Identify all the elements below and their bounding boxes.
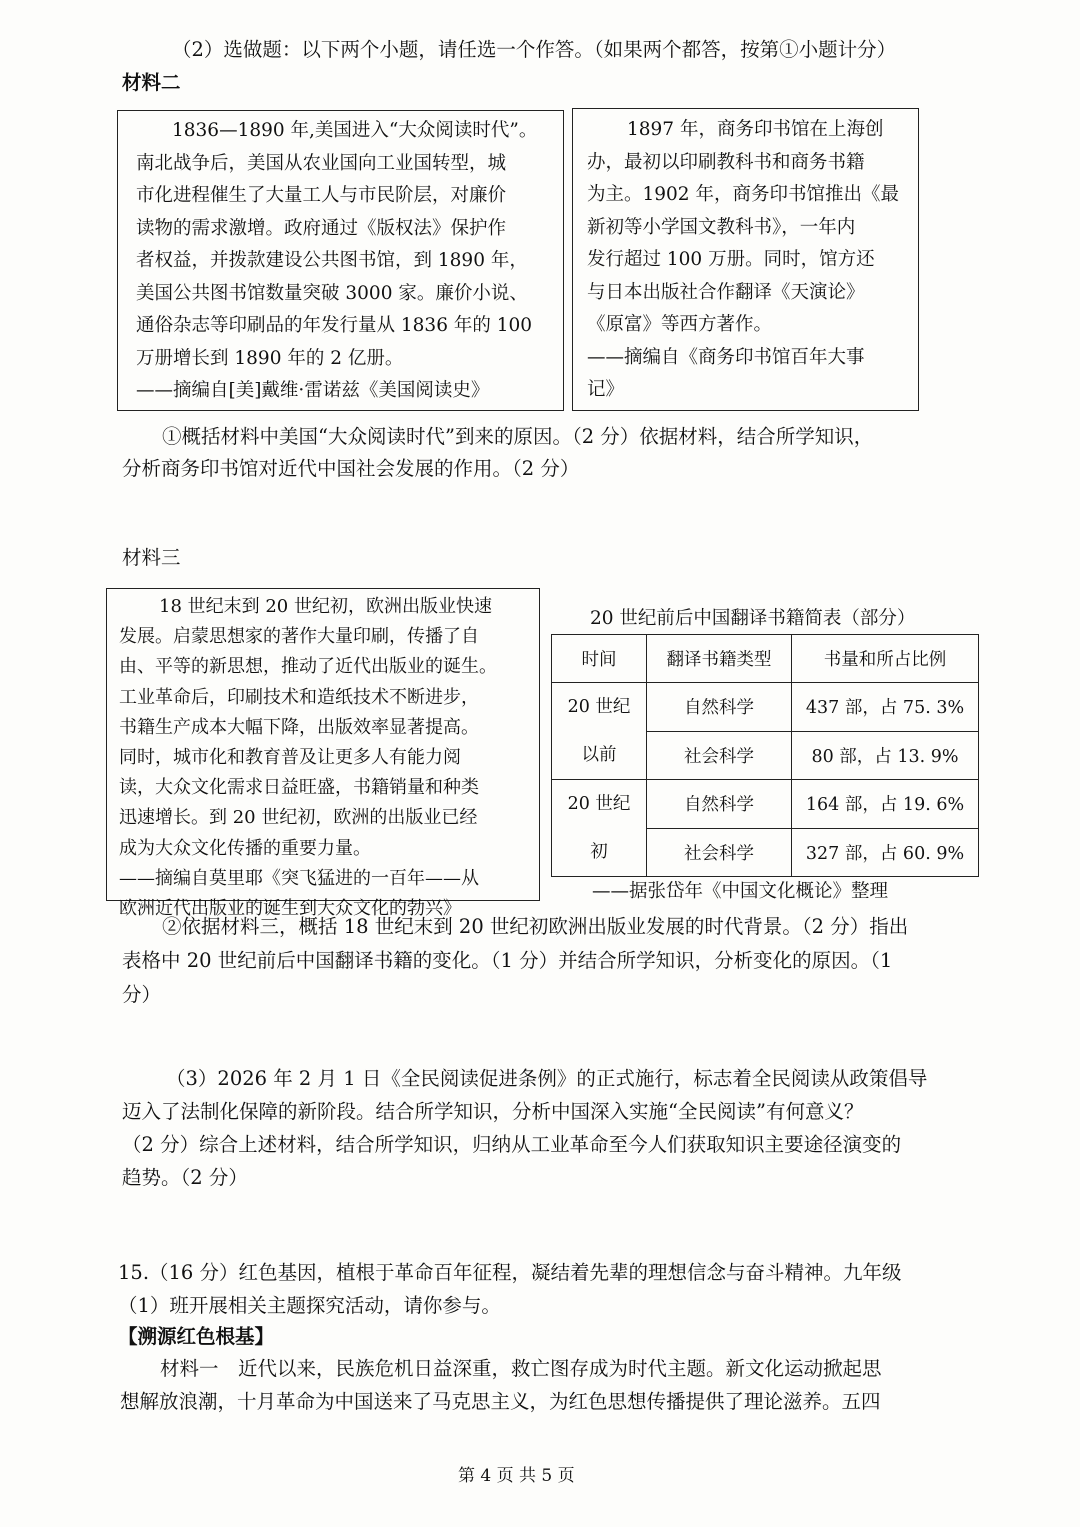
table-row <box>552 683 979 732</box>
eu-text-line: 工业革命后，印刷技术和造纸技术不断进步， <box>119 686 479 708</box>
table-title: 20 世纪前后中国翻译书籍简表（部分） <box>590 608 916 629</box>
count-cell: 437 部，占 75. 3% <box>792 683 979 732</box>
eu-text-line: 书籍生产成本大幅下降，出版效率显著提高。 <box>119 716 479 738</box>
us-text-line: 万册增长到 1890 年的 2 亿册。 <box>136 347 404 369</box>
question3-line: 迈入了法制化保障的新阶段。结合所学知识，分析中国深入实施“全民阅读”有何意义？ <box>122 1100 864 1123</box>
type-cell: 社会科学 <box>647 731 792 780</box>
question1-line: ①概括材料中美国“大众阅读时代”到来的原因。（2 分）依据材料，结合所学知识， <box>162 425 874 448</box>
header-type: 翻译书籍类型 <box>647 635 792 683</box>
eu-text-line: 由、平等的新思想，推动了近代出版业的诞生。 <box>119 656 497 678</box>
material3-label: 材料三 <box>122 546 181 569</box>
material3-eu-box <box>106 588 540 920</box>
us-text-line: 美国公共图书馆数量突破 3000 家。廉价小说、 <box>136 282 528 304</box>
material2-label: 材料二 <box>122 71 181 94</box>
count-cell: 80 部，占 13. 9% <box>792 731 979 780</box>
period-before-1900 <box>552 683 647 780</box>
cp-text-line: 1897 年，商务印书馆在上海创 <box>627 119 884 140</box>
eu-text-line: 同时，城市化和教育普及让更多人有能力阅 <box>119 747 461 769</box>
cp-text-line: 办，最初以印刷教科书和商务书籍 <box>587 151 865 173</box>
question15-line: 15.（16 分）红色基因，植根于革命百年征程，凝结着先辈的理想信念与奋斗精神。九年级 <box>118 1261 902 1284</box>
cp-text-line: 与日本出版社合作翻译《天演论》 <box>587 281 865 303</box>
type-cell: 社会科学 <box>647 828 792 877</box>
section-heading: 【溯源红色根基】 <box>118 1325 275 1348</box>
table-row <box>552 780 979 829</box>
us-source: ——摘编自[美]戴维·雷诺兹《美国阅读史》 <box>136 380 490 401</box>
question3-line: 趋势。（2 分） <box>122 1166 248 1189</box>
question2-line: ②依据材料三，概括 18 世纪末到 20 世纪初欧洲出版业发展的时代背景。（2 分）指出 <box>162 915 909 938</box>
cp-text-line: 发行超过 100 万册。同时，馆方还 <box>587 249 875 270</box>
cp-text-line: 为主。1902 年，商务印书馆推出《最 <box>587 184 899 205</box>
material1-line: 想解放浪潮，十月革命为中国送来了马克思主义，为红色思想传播提供了理论滋养。五四 <box>120 1390 881 1413</box>
cp-source: 记》 <box>587 379 625 400</box>
period-early-1900 <box>552 780 647 877</box>
material2-us-box <box>117 110 564 411</box>
count-cell: 327 部，占 60. 9% <box>792 828 979 877</box>
us-text-line: 市化进程催生了大量工人与市民阶层，对廉价 <box>136 185 507 206</box>
question15-line: （1）班开展相关主题探究活动，请你参与。 <box>118 1294 501 1317</box>
eu-source: ——摘编自莫里耶《突飞猛进的一百年——从 <box>119 867 479 889</box>
cp-text-line: 《原富》等西方著作。 <box>587 314 773 335</box>
question2-line: 表格中 20 世纪前后中国翻译书籍的变化。（1 分）并结合所学知识，分析变化的原因。（1 <box>122 949 893 972</box>
question1-line: 分析商务印书馆对近代中国社会发展的作用。（2 分） <box>122 457 580 480</box>
eu-source: 欧洲近代出版业的诞生到大众文化的勃兴》 <box>119 898 461 920</box>
us-text-line: 通俗杂志等印刷品的年发行量从 1836 年的 100 <box>136 315 533 336</box>
us-text-line: 1836—1890 年,美国进入“大众阅读时代”。 <box>172 120 538 141</box>
us-text-line: 南北战争后，美国从农业国向工业国转型，城 <box>136 152 507 174</box>
header-time: 时间 <box>552 635 647 683</box>
question3-line: （3）2026 年 2 月 1 日《全民阅读促进条例》的正式施行，标志着全民阅读从政策倡导 <box>166 1067 928 1090</box>
header-count: 书量和所占比例 <box>792 635 979 683</box>
eu-text-line: 发展。启蒙思想家的著作大量印刷，传播了自 <box>119 626 479 648</box>
cp-source: ——摘编自《商务印书馆百年大事 <box>587 346 865 368</box>
eu-text-line: 读，大众文化需求日益旺盛，书籍销量和种类 <box>119 777 479 799</box>
eu-text-line: 18 世纪末到 20 世纪初，欧洲出版业快速 <box>159 596 492 617</box>
cp-text-line: 新初等小学国文教科书》，一年内 <box>587 216 856 238</box>
period-label-top: 20 世纪 <box>567 697 631 717</box>
table-source: ——据张岱年《中国文化概论》整理 <box>592 881 889 902</box>
count-cell: 164 部，占 19. 6% <box>792 780 979 829</box>
page-footer: 第 4 页 共 5 页 <box>458 1466 575 1486</box>
period-label-bottom: 初 <box>590 842 608 862</box>
eu-text-line: 迅速增长。到 20 世纪初，欧洲的出版业已经 <box>119 807 478 829</box>
question3-line: （2 分）综合上述材料，结合所学知识，归纳从工业革命至今人们获取知识主要途径演变的 <box>122 1133 902 1156</box>
translation-table <box>551 634 979 877</box>
table-header-row <box>552 635 979 683</box>
material2-cp-box <box>572 108 919 411</box>
material1-line: 材料一 近代以来，民族危机日益深重，救亡图存成为时代主题。新文化运动掀起思 <box>160 1357 882 1380</box>
type-cell: 自然科学 <box>647 780 792 829</box>
period-label-top: 20 世纪 <box>567 794 631 814</box>
us-text-line: 者权益，并拨款建设公共图书馆，到 1890 年， <box>136 250 528 271</box>
type-cell: 自然科学 <box>647 683 792 732</box>
question2-line: 分） <box>122 983 162 1006</box>
eu-text-line: 成为大众文化传播的重要力量。 <box>119 837 371 859</box>
period-label-bottom: 以前 <box>581 745 617 765</box>
us-text-line: 读物的需求激增。政府通过《版权法》保护作 <box>136 217 507 239</box>
q2-intro: （2）选做题：以下两个小题，请任选一个作答。（如果两个都答，按第①小题计分） <box>172 38 897 61</box>
